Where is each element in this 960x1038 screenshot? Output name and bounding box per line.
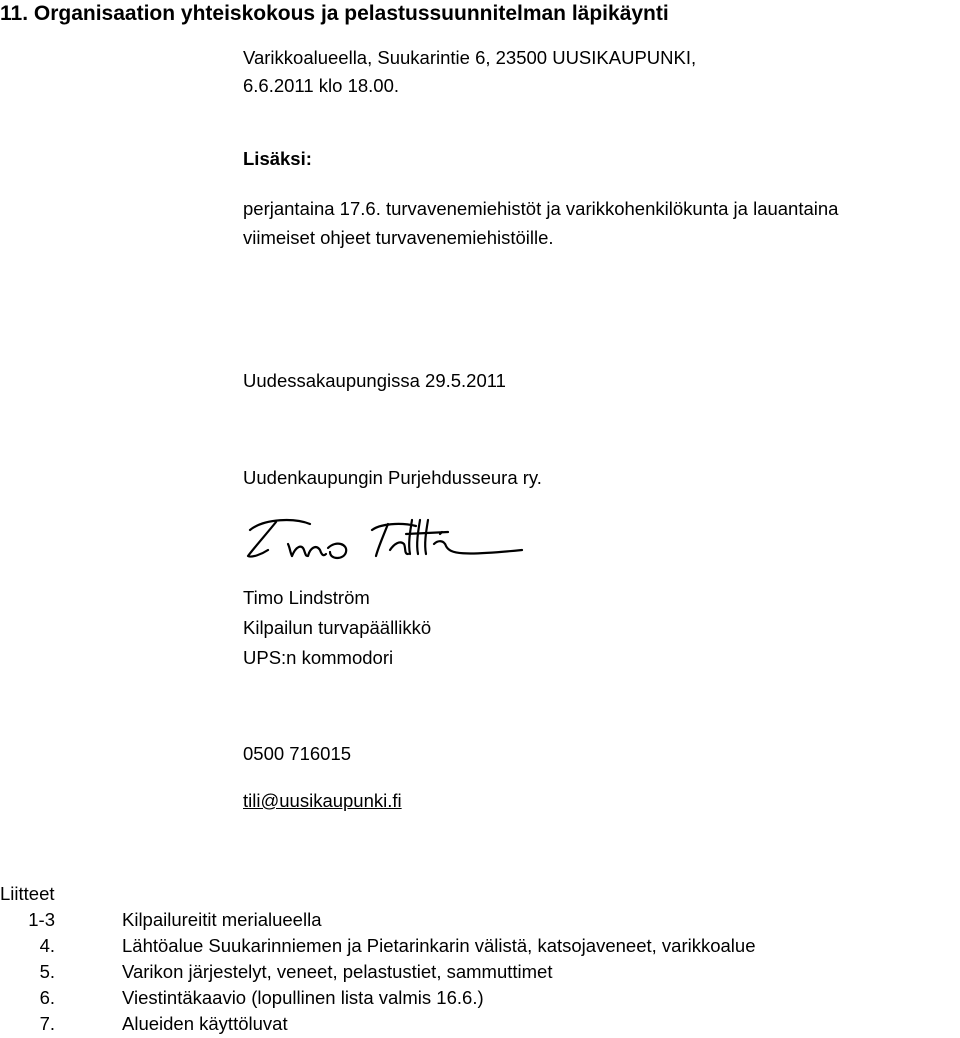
signer-title-1: Kilpailun turvapäällikkö [243,617,432,638]
attachment-number: 6. [39,987,55,1008]
location-line-2: 6.6.2011 klo 18.00. [243,75,400,96]
section-heading: 11. Organisaation yhteiskokous ja pelastussuunnitelman läpikäynti [0,2,669,25]
attachment-number: 5. [39,961,55,982]
lisaksi-line-1: perjantaina 17.6. turvavenemiehistöt ja varikkohenkilökunta ja lauantaina [243,198,839,219]
lisaksi-label: Lisäksi: [243,148,312,169]
attachment-text: Kilpailureitit merialueella [122,909,322,930]
attachment-text: Lähtöalue Suukarinniemen ja Pietarinkarin välistä, katsojaveneet, varikkoalue [122,935,756,956]
signer-title-2: UPS:n kommodori [243,647,394,668]
lisaksi-line-2: viimeiset ohjeet turvavenemiehistöille. [243,227,554,248]
place-date: Uudessakaupungissa 29.5.2011 [243,370,506,391]
attachment-text: Alueiden käyttöluvat [122,1013,288,1034]
signer-name: Timo Lindström [243,587,370,608]
location-line-1: Varikkoalueella, Suukarintie 6, 23500 UUSIKAUPUNKI, [243,47,697,68]
attachment-number: 7. [39,1013,55,1034]
attachment-text: Viestintäkaavio (lopullinen lista valmis 16.6.) [122,987,484,1008]
attachment-number: 1-3 [28,909,55,930]
signer-email-link[interactable]: tili@uusikaupunki.fi [243,790,402,811]
attachment-number: 4. [39,935,55,956]
handwritten-signature [240,510,525,570]
signer-phone: 0500 716015 [243,743,352,764]
attachment-text: Varikon järjestelyt, veneet, pelastustiet, sammuttimet [122,961,553,982]
attachments-title: Liitteet [0,883,55,904]
organization-name: Uudenkaupungin Purjehdusseura ry. [243,467,542,488]
